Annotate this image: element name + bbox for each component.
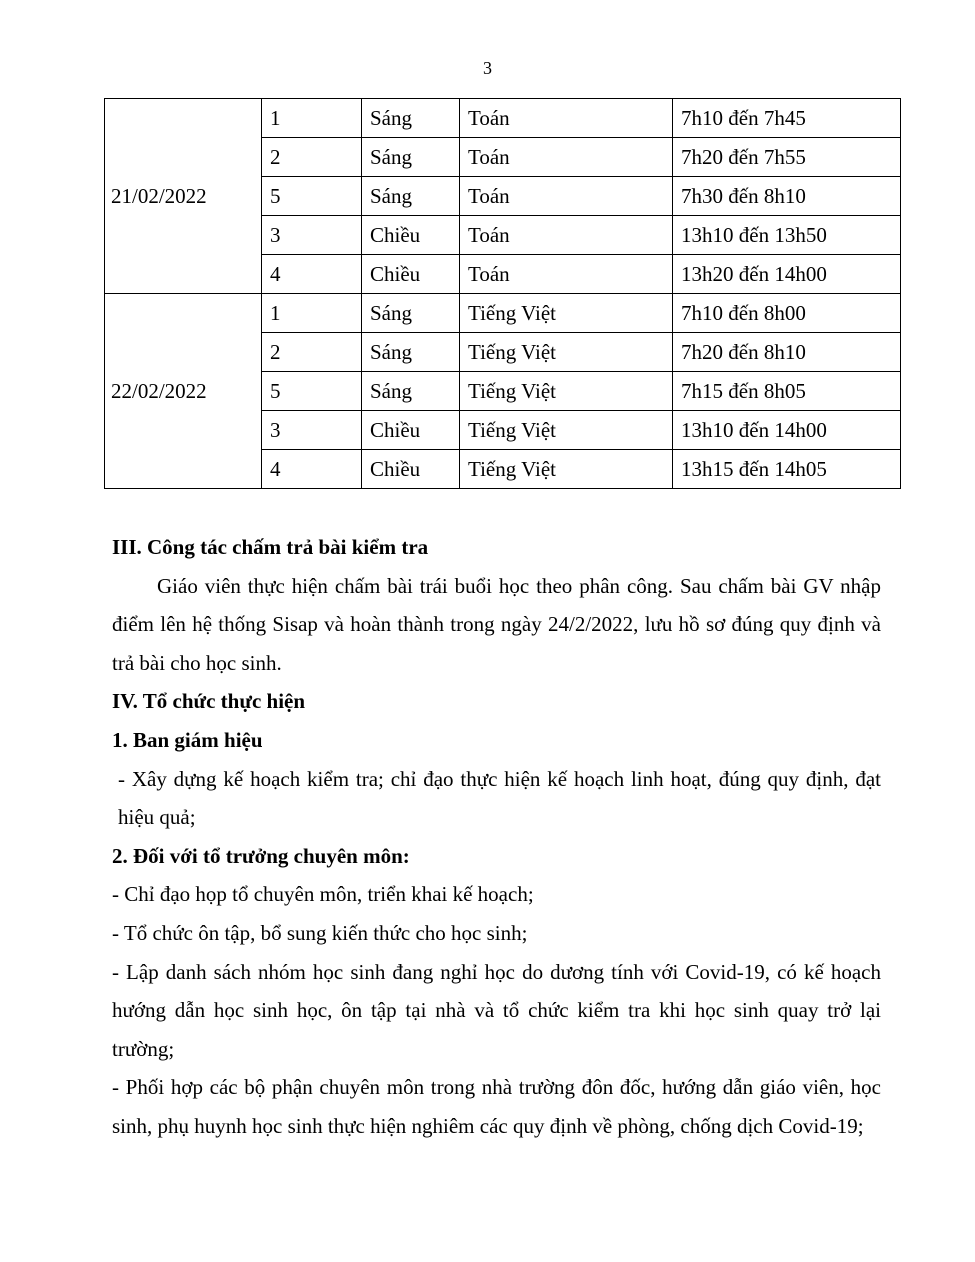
page-number: 3 — [483, 58, 492, 78]
grading-paragraph: Giáo viên thực hiện chấm bài trái buổi học theo phân công. Sau chấm bài GV nhập điểm lên hệ thống Sisap và hoàn thành trong ngày 24/2/2022, lưu hồ sơ đúng quy định và trả bài cho học sinh. — [112, 573, 881, 675]
time-cell: 13h10 đến 14h00 — [673, 411, 901, 450]
subject-cell: Tiếng Việt — [460, 372, 673, 411]
time-cell: 13h20 đến 14h00 — [673, 255, 901, 294]
subject-cell: Toán — [460, 216, 673, 255]
session-cell: Chiều — [362, 255, 460, 294]
list-item: - Phối hợp các bộ phận chuyên môn trong nhà trường đôn đốc, hướng dẫn giáo viên, học sinh, phụ huynh học sinh thực hiện nghiêm các quy định về phòng, chống dịch Covid-19; — [112, 1075, 881, 1138]
session-cell: Chiều — [362, 411, 460, 450]
session-cell: Chiều — [362, 450, 460, 489]
session-cell: Sáng — [362, 294, 460, 333]
class-cell: 1 — [262, 99, 362, 138]
subject-cell: Tiếng Việt — [460, 411, 673, 450]
subject-cell: Tiếng Việt — [460, 450, 673, 489]
time-cell: 7h20 đến 7h55 — [673, 138, 901, 177]
list-item: - Tổ chức ôn tập, bổ sung kiến thức cho học sinh; — [112, 920, 528, 945]
class-cell: 2 — [262, 333, 362, 372]
exam-schedule-table — [104, 98, 901, 489]
subject-cell: Toán — [460, 99, 673, 138]
document-body — [112, 528, 881, 1146]
subject-cell: Tiếng Việt — [460, 294, 673, 333]
session-cell: Sáng — [362, 138, 460, 177]
time-cell: 7h15 đến 8h05 — [673, 372, 901, 411]
class-cell: 5 — [262, 372, 362, 411]
time-cell: 7h10 đến 7h45 — [673, 99, 901, 138]
list-item: - Xây dựng kế hoạch kiểm tra; chỉ đạo thực hiện kế hoạch linh hoạt, đúng quy định, đạt hiệu quả; — [118, 766, 881, 830]
subheading-board-of-directors: 1. Ban giám hiệu — [112, 727, 263, 752]
time-cell: 7h20 đến 8h10 — [673, 333, 901, 372]
time-cell: 13h15 đến 14h05 — [673, 450, 901, 489]
class-cell: 1 — [262, 294, 362, 333]
list-item: - Lập danh sách nhóm học sinh đang nghỉ học do dương tính với Covid-19, có kế hoạch hướng dẫn học sinh học, ôn tập tại nhà và tổ chức kiểm tra khi học sinh quay trở lại trường; — [112, 959, 881, 1061]
session-cell: Chiều — [362, 216, 460, 255]
session-cell: Sáng — [362, 177, 460, 216]
class-cell: 4 — [262, 255, 362, 294]
session-cell: Sáng — [362, 99, 460, 138]
subject-cell: Tiếng Việt — [460, 333, 673, 372]
subheading-team-leaders: 2. Đối với tổ trưởng chuyên môn: — [112, 843, 410, 868]
class-cell: 4 — [262, 450, 362, 489]
class-cell: 3 — [262, 411, 362, 450]
time-cell: 7h30 đến 8h10 — [673, 177, 901, 216]
subject-cell: Toán — [460, 255, 673, 294]
class-cell: 2 — [262, 138, 362, 177]
subject-cell: Toán — [460, 138, 673, 177]
section-heading-implementation: IV. Tổ chức thực hiện — [112, 689, 306, 714]
time-cell: 13h10 đến 13h50 — [673, 216, 901, 255]
class-cell: 5 — [262, 177, 362, 216]
list-item: - Chỉ đạo họp tổ chuyên môn, triển khai kế hoạch; — [112, 882, 534, 907]
table-row — [105, 99, 901, 138]
session-cell: Sáng — [362, 372, 460, 411]
table-row — [105, 294, 901, 333]
date-cell: 22/02/2022 — [105, 294, 262, 489]
date-cell: 21/02/2022 — [105, 99, 262, 294]
subject-cell: Toán — [460, 177, 673, 216]
time-cell: 7h10 đến 8h00 — [673, 294, 901, 333]
section-heading-grading: III. Công tác chấm trả bài kiểm tra — [112, 535, 429, 559]
session-cell: Sáng — [362, 333, 460, 372]
class-cell: 3 — [262, 216, 362, 255]
